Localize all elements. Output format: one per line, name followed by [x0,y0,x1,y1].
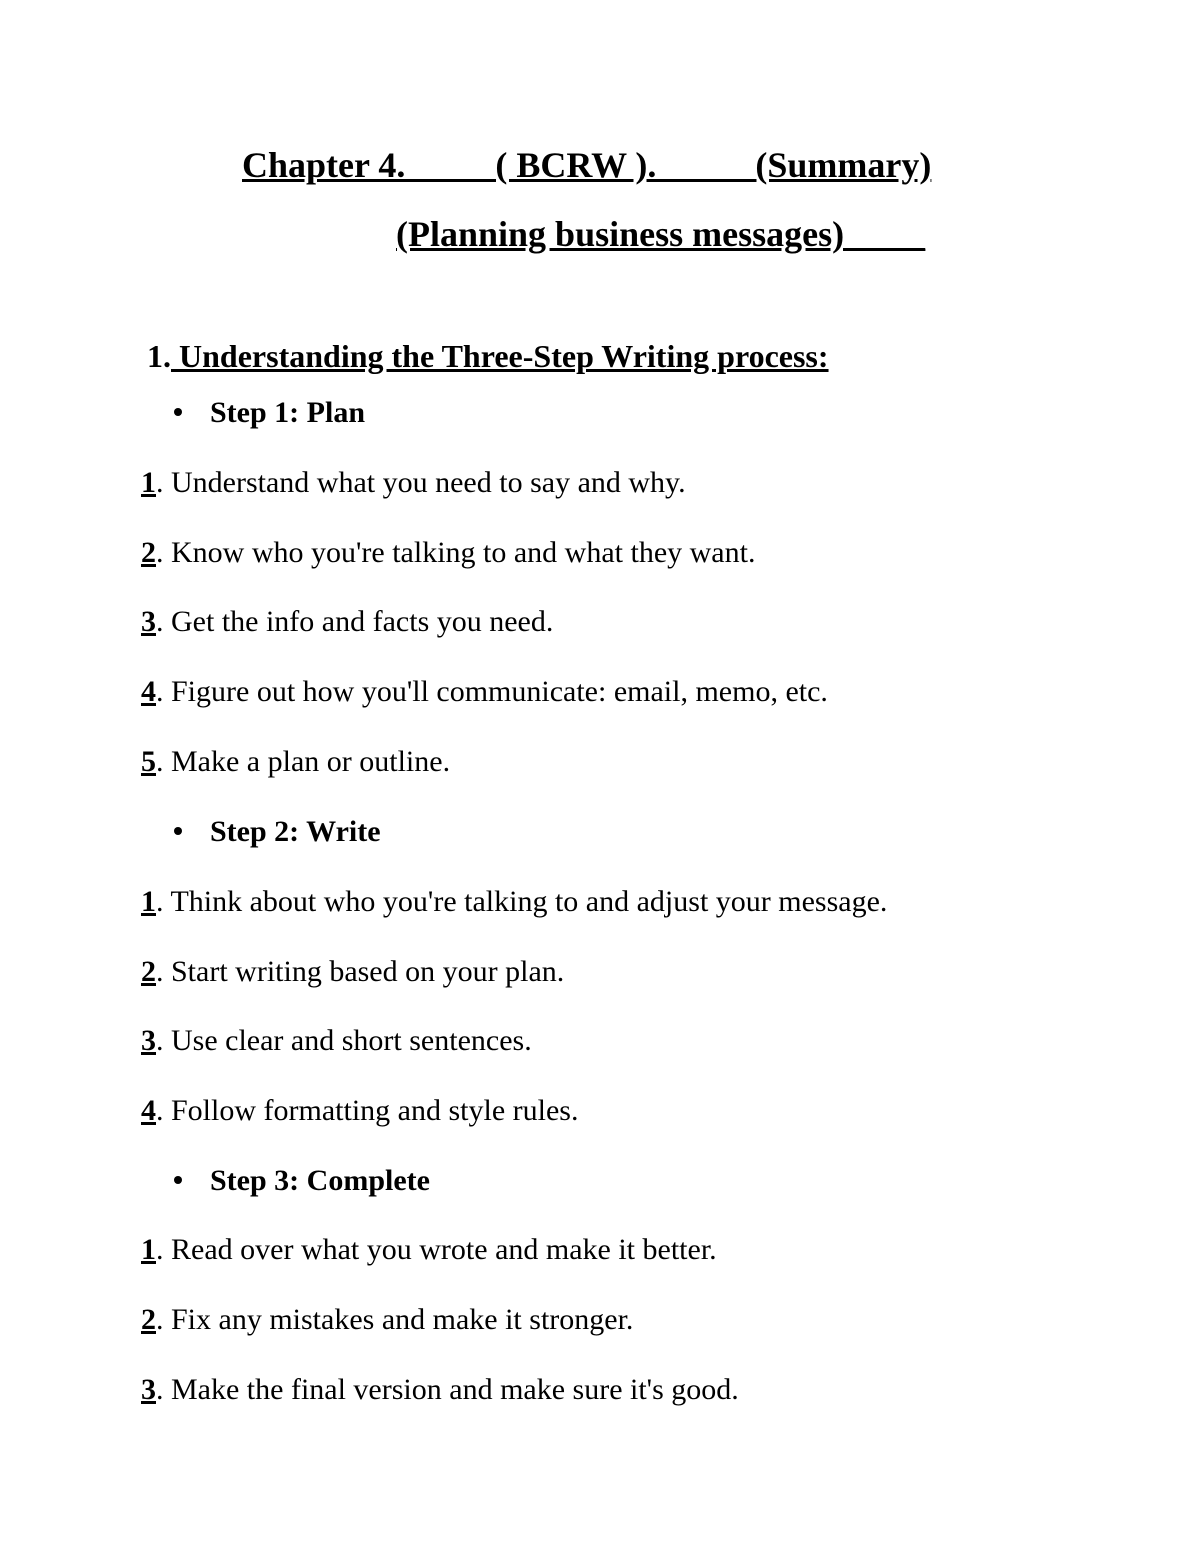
item-text: . Start writing based on your plan. [156,955,565,988]
list-item [141,604,553,640]
item-number: 1 [141,885,156,918]
list-item [141,1023,532,1059]
list-item [141,1372,739,1408]
step-heading-text: Step 1: Plan [210,396,366,429]
item-text: . Follow formatting and style rules. [156,1094,579,1127]
step-heading-plan [174,395,365,431]
item-number: 2 [141,955,156,988]
list-item [141,535,755,571]
section-number: 1. [147,338,171,374]
page-title-line-2: (Planning business messages) _ [396,214,926,254]
item-text: . Use clear and short sentences. [156,1024,532,1057]
list-item [141,1232,717,1268]
item-text: . Figure out how you'll communicate: email, memo, etc. [156,675,828,708]
item-text: . Fix any mistakes and make it stronger. [156,1303,634,1336]
list-item [141,884,887,920]
item-number: 3 [141,605,156,638]
step-heading-text: Step 2: Write [210,815,381,848]
item-number: 5 [141,745,156,778]
item-number: 4 [141,675,156,708]
list-item [141,1302,633,1338]
page-title-line-1: Chapter 4. ( BCRW ). (Summary) [242,145,932,185]
section-heading [147,337,829,375]
bullet-icon [174,1176,182,1184]
item-number: 2 [141,536,156,569]
item-number: 3 [141,1373,156,1406]
list-item [141,744,450,780]
item-text: . Get the info and facts you need. [156,605,554,638]
section-heading-text: Understanding the Three-Step Writing process: [171,338,829,374]
bullet-icon [174,408,182,416]
list-item [141,674,828,710]
list-item [141,1093,578,1129]
item-text: . Read over what you wrote and make it better. [156,1233,717,1266]
bullet-icon [174,827,182,835]
step-heading-write [174,814,381,850]
item-number: 1 [141,466,156,499]
item-number: 2 [141,1303,156,1336]
item-text: . Make a plan or outline. [156,745,451,778]
item-number: 4 [141,1094,156,1127]
list-item [141,954,564,990]
item-number: 3 [141,1024,156,1057]
item-text: . Know who you're talking to and what they want. [156,536,756,569]
item-text: . Think about who you're talking to and adjust your message. [156,885,888,918]
step-heading-text: Step 3: Complete [210,1164,430,1197]
list-item [141,465,686,501]
item-text: . Make the final version and make sure it's good. [156,1373,739,1406]
item-number: 1 [141,1233,156,1266]
item-text: . Understand what you need to say and why. [156,466,686,499]
step-heading-complete [174,1163,430,1199]
